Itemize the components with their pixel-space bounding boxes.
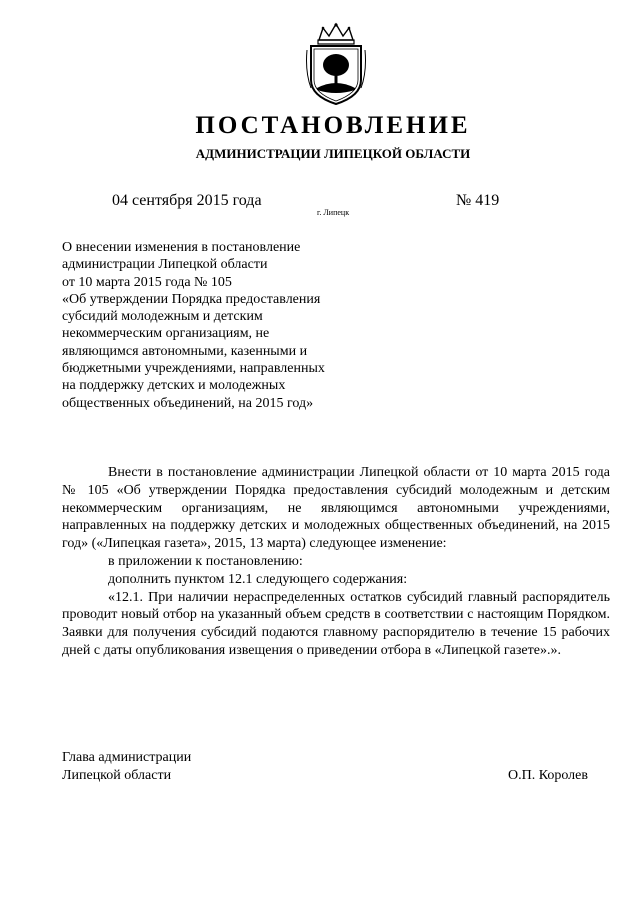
document-date: 04 сентября 2015 года bbox=[112, 192, 262, 209]
document-title: ПОСТАНОВЛЕНИЕ bbox=[195, 112, 471, 139]
document-city: г. Липецк bbox=[317, 208, 350, 217]
document-body bbox=[62, 464, 610, 660]
body-paragraph: Внести в постановление администрации Липецкой области от 10 марта 2015 года № 105 «Об утверждении Порядка предоставления субсидий молодежным и детским некоммерческим организациям, не являющимся автономными учреждениями, направленных на поддержку детских и молодежных общественных объединений, на 2015 год» («Липецкая газета», 2015, 13 марта) следующее изменение: bbox=[62, 465, 610, 552]
body-paragraph: в приложении к постановлению: bbox=[108, 553, 303, 569]
subject-line: «Об утверждении Порядка предоставления bbox=[62, 291, 321, 307]
lipetsk-coat-of-arms-icon bbox=[305, 22, 367, 106]
document-subject bbox=[62, 239, 362, 412]
subject-line: общественных объединений, на 2015 год» bbox=[62, 395, 314, 411]
subject-line: О внесении изменения в постановление bbox=[62, 240, 301, 255]
subject-line: на поддержку детских и молодежных bbox=[62, 378, 286, 394]
body-paragraph: «12.1. При наличии нераспределенных остатков субсидий главный распорядитель проводит новый отбор на указанный объем средств в соответствии с настоящим Порядком. Заявки для получения субсидий подаются главному распорядителю в течение 15 рабочих дней с даты опубликования извещения о приведении отбора в «Липецкой газете».». bbox=[62, 589, 610, 658]
document-number: № 419 bbox=[456, 192, 500, 209]
subject-line: администрации Липецкой области bbox=[62, 257, 268, 273]
subject-line: субсидий молодежным и детским bbox=[62, 309, 263, 325]
signatory-name: О.П. Королев bbox=[508, 768, 588, 783]
subject-line: бюджетными учреждениями, направленных bbox=[62, 361, 325, 377]
signature-position-line: Глава администрации bbox=[62, 750, 192, 765]
document-subtitle: АДМИНИСТРАЦИИ ЛИПЕЦКОЙ ОБЛАСТИ bbox=[195, 146, 471, 161]
signature-position-line: Липецкой области bbox=[62, 768, 172, 783]
subject-line: являющимся автономными, казенными и bbox=[62, 343, 308, 359]
subject-line: некоммерческим организациям, не bbox=[62, 326, 270, 342]
signature-position bbox=[62, 749, 191, 785]
body-paragraph: дополнить пунктом 12.1 следующего содержания: bbox=[108, 571, 408, 587]
subject-line: от 10 марта 2015 года № 105 bbox=[62, 274, 232, 290]
